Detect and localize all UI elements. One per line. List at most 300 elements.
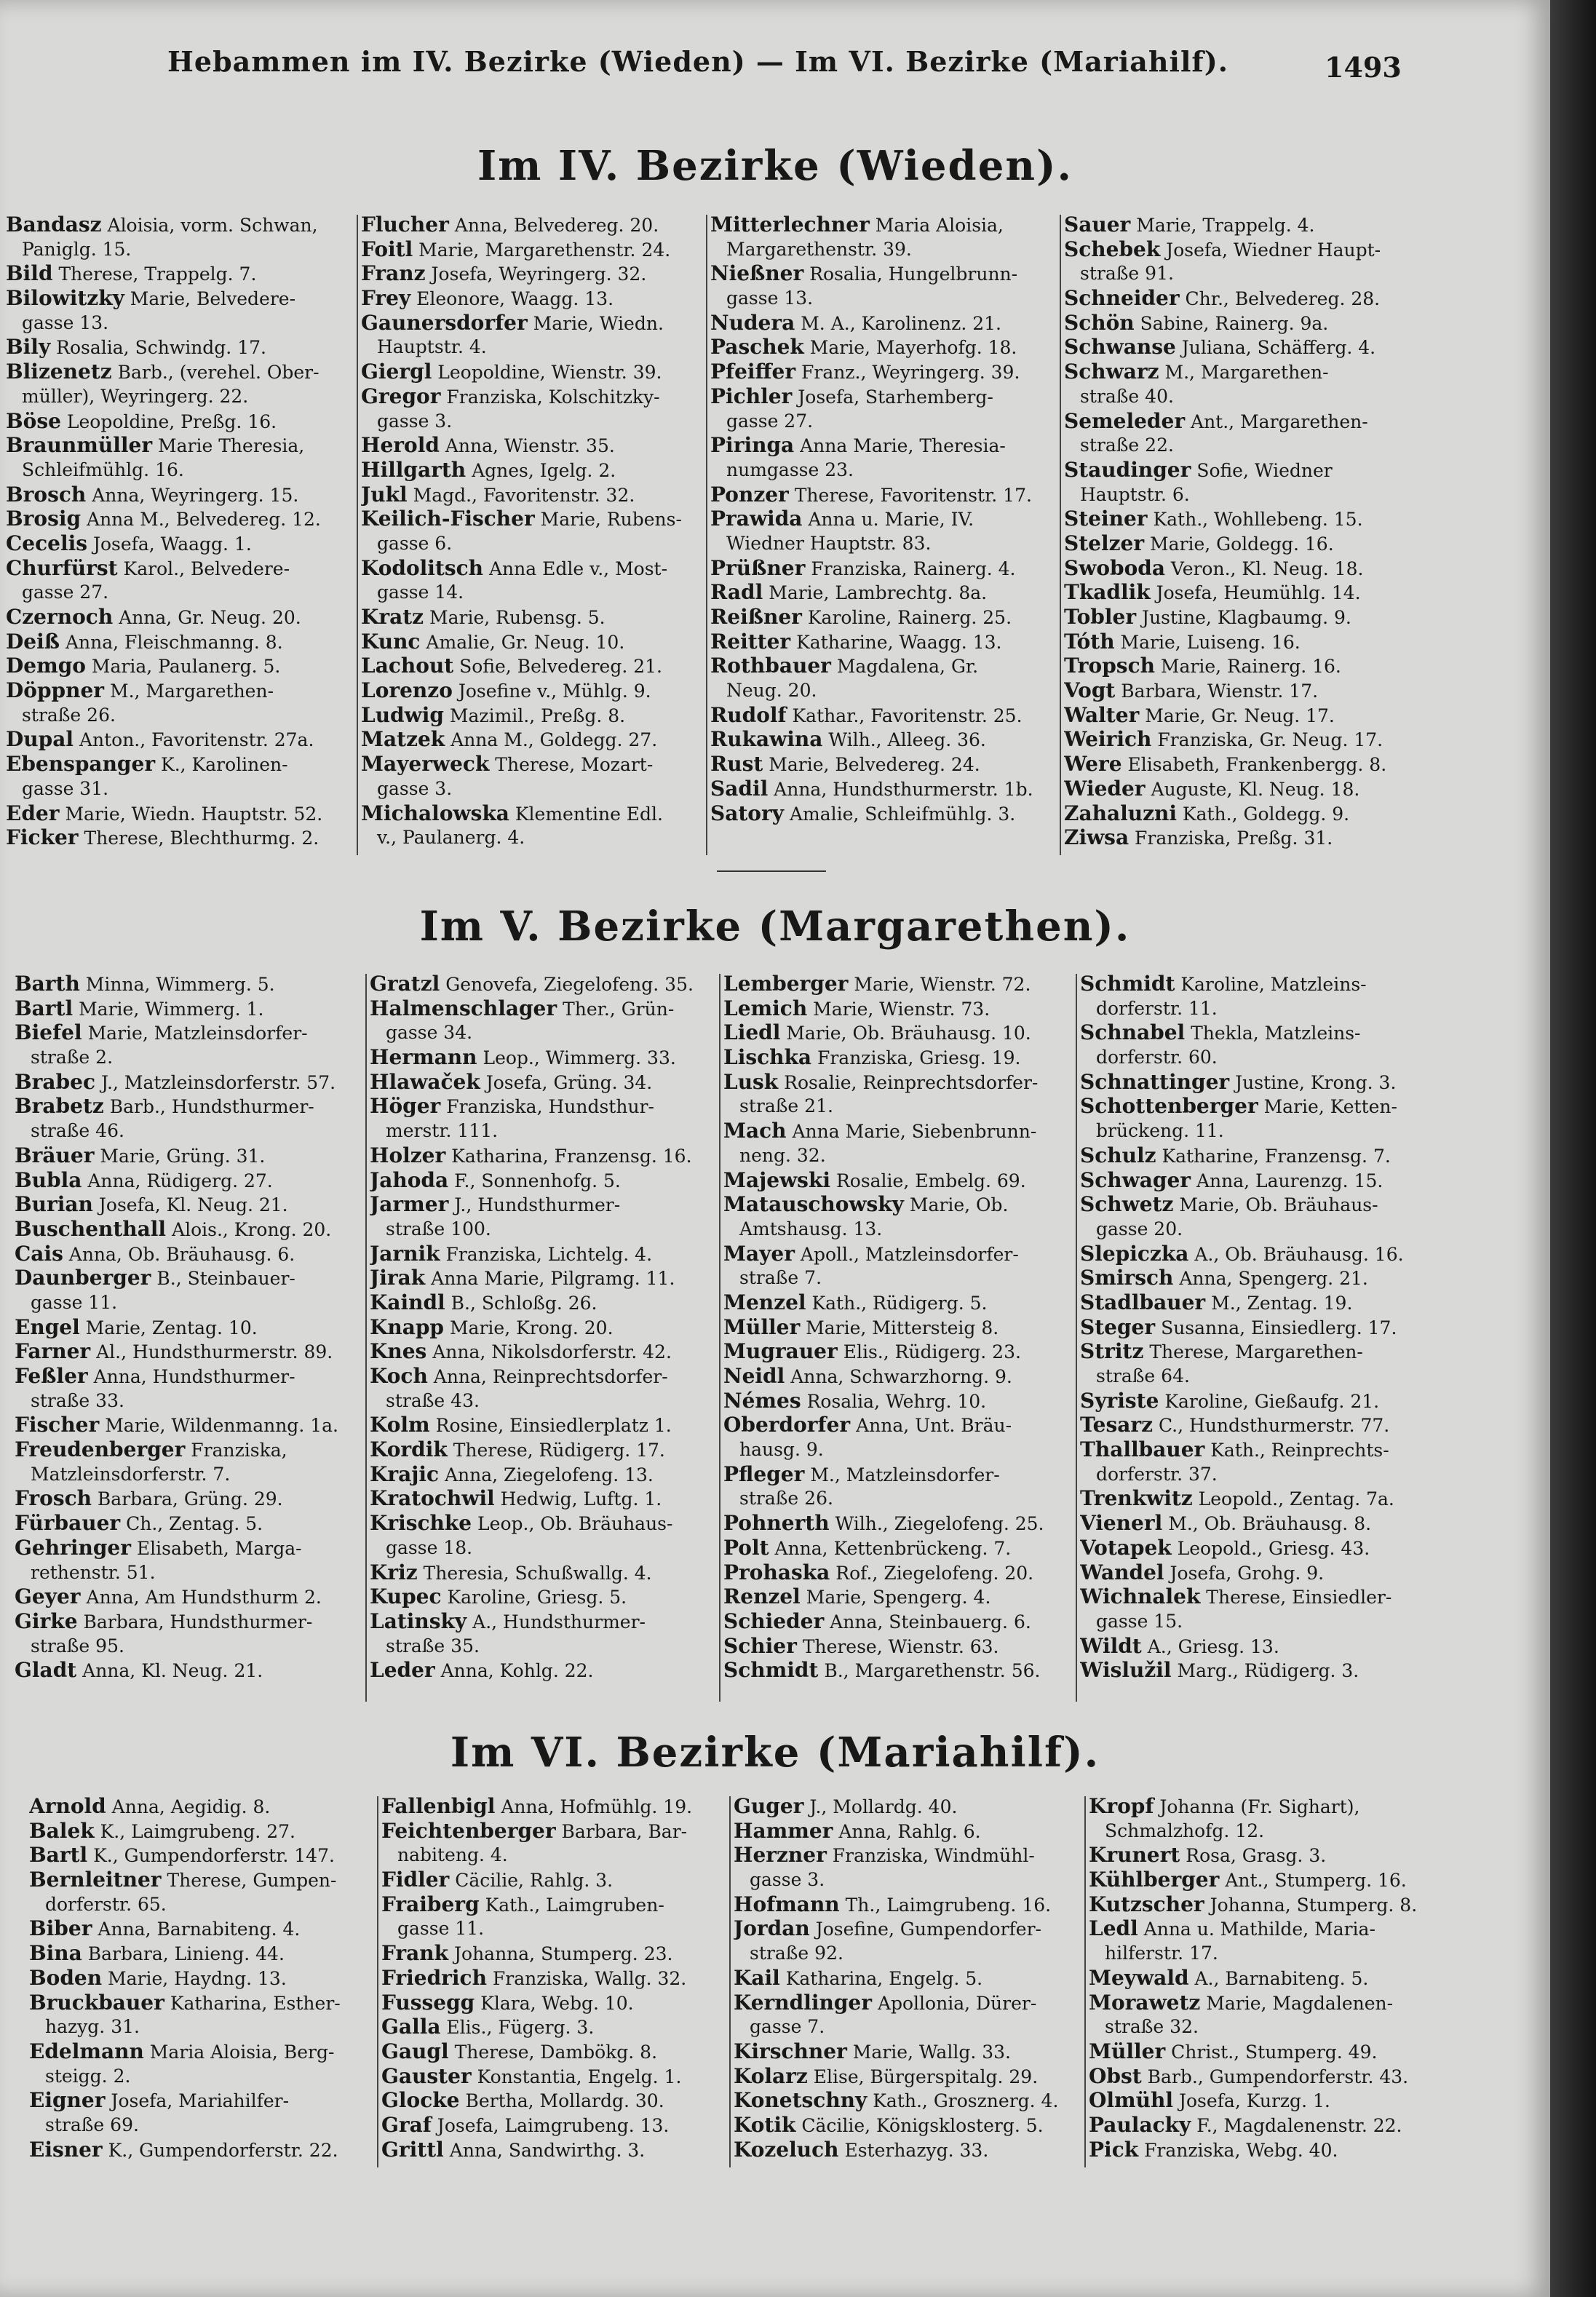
- midwife-name: Brosch: [6, 482, 87, 507]
- directory-entry: [723, 1020, 1073, 1045]
- entry-details: Anna, Kohlg. 22.: [434, 1660, 594, 1682]
- midwife-name: Matauschowsky: [723, 1192, 904, 1217]
- entry-details: Elis., Rüdigerg. 23.: [837, 1341, 1021, 1363]
- entry-details: Anna, Ziegelofeng. 13.: [439, 1464, 654, 1485]
- entry-continuation-text: hazyg. 31.: [45, 2016, 140, 2038]
- entry-details: Barb., (verehel. Ober-: [111, 362, 319, 384]
- entry-details: Anna, Ob. Bräuhausg. 6.: [63, 1243, 295, 1265]
- midwife-name: Walter: [1064, 702, 1140, 727]
- midwife-name: Mayerweck: [361, 752, 490, 777]
- column-separator: [1084, 1796, 1086, 2167]
- midwife-name: Lusk: [723, 1069, 779, 1094]
- directory-entry: [6, 261, 354, 286]
- directory-entry: [15, 1315, 362, 1340]
- entry-details: Marie, Haydng. 13.: [102, 1967, 287, 1989]
- midwife-name: Burian: [15, 1192, 93, 1217]
- entry-details: Chr., Belvedereg. 28.: [1179, 288, 1381, 310]
- entry-details: M., Zentag. 19.: [1205, 1292, 1353, 1314]
- midwife-name: Mayer: [723, 1241, 795, 1266]
- column-3: [723, 972, 1073, 1683]
- directory-entry-continuation: [370, 1020, 716, 1045]
- midwife-name: Leder: [370, 1658, 435, 1683]
- midwife-name: Churfürst: [6, 555, 118, 580]
- midwife-name: Kriz: [370, 1560, 418, 1584]
- midwife-name: Hammer: [734, 1818, 833, 1843]
- directory-entry: [370, 1609, 716, 1634]
- entry-details: Katharine, Franzensg. 7.: [1156, 1145, 1391, 1167]
- entry-continuation-text: straße 91.: [1080, 263, 1174, 285]
- entry-details: Bertha, Mollardg. 30.: [459, 2090, 664, 2112]
- entry-details: C., Hundsthurmerstr. 77.: [1153, 1415, 1390, 1437]
- directory-entry: [370, 1315, 716, 1340]
- entry-details: B., Steinbauer-: [151, 1268, 295, 1290]
- entry-continuation-text: straße 92.: [750, 1943, 843, 1964]
- column-1: [29, 1794, 374, 2162]
- entry-continuation-text: Schleifmühlg. 16.: [22, 459, 184, 480]
- midwife-name: Syriste: [1080, 1388, 1159, 1413]
- entry-details: Maria Aloisia, Berg-: [143, 2041, 335, 2063]
- entry-details: Therese, Gumpen-: [161, 1870, 337, 1892]
- entry-details: Anna, Hundsthurmerstr. 1b.: [768, 778, 1033, 800]
- midwife-name: Brabetz: [15, 1094, 104, 1119]
- entry-details: Apoll., Matzleinsdorfer-: [794, 1243, 1019, 1265]
- directory-entry: [1064, 752, 1399, 777]
- entry-details: Marie, Margarethenstr. 24.: [413, 239, 671, 261]
- column-2: [361, 213, 703, 850]
- midwife-name: Jirak: [370, 1266, 426, 1290]
- directory-entry: [370, 1266, 716, 1290]
- entry-continuation-text: steigg. 2.: [45, 2065, 131, 2087]
- directory-entry: [1064, 605, 1399, 630]
- midwife-name: Radl: [710, 580, 763, 605]
- directory-entry: [361, 237, 703, 262]
- directory-entry-continuation: [29, 2113, 374, 2138]
- entry-details: M., Margarethen-: [104, 681, 274, 702]
- midwife-name: Demgo: [6, 654, 86, 678]
- directory-entry: [6, 409, 354, 434]
- directory-entry: [15, 1536, 362, 1560]
- directory-entry-continuation: [29, 2015, 374, 2039]
- entry-continuation-text: rethenstr. 51.: [31, 1561, 156, 1583]
- directory-entry-continuation: [6, 237, 354, 262]
- entry-details: Elisabeth, Marga-: [130, 1537, 302, 1559]
- entry-continuation-text: Hauptstr. 6.: [1080, 483, 1190, 505]
- midwife-name: Neidl: [723, 1364, 785, 1388]
- directory-entry: [1080, 1486, 1422, 1511]
- directory-entry: [15, 972, 362, 996]
- directory-entry-continuation: [1080, 1364, 1422, 1389]
- entry-details: Anna, Barnabiteng. 4.: [92, 1919, 301, 1940]
- directory-entry-continuation: [710, 458, 1057, 483]
- entry-details: Anna, Fleischmanng. 8.: [60, 631, 283, 653]
- entry-details: Ant., Margarethen-: [1185, 410, 1368, 432]
- directory-entry: [734, 1843, 1081, 1868]
- directory-entry-continuation: [723, 1143, 1073, 1168]
- directory-entry-continuation: [6, 580, 354, 605]
- directory-entry: [1080, 1242, 1422, 1266]
- midwife-name: Jarnik: [370, 1241, 440, 1266]
- midwife-name: Nießner: [710, 261, 804, 286]
- directory-entry: [723, 1584, 1073, 1609]
- directory-entry: [6, 507, 354, 531]
- entry-details: Anna, Laurenzg. 15.: [1191, 1170, 1383, 1191]
- directory-entry-continuation: [370, 1536, 716, 1560]
- directory-entry: [734, 1892, 1081, 1917]
- entry-details: Anna Marie, Theresia-: [794, 435, 1006, 457]
- midwife-name: Frosch: [15, 1486, 92, 1511]
- midwife-name: Schwetz: [1080, 1192, 1174, 1217]
- page-edge-shadow: [1550, 0, 1596, 2297]
- midwife-name: Wieder: [1064, 776, 1146, 801]
- entry-continuation-text: Schmalzhofg. 12.: [1105, 1820, 1265, 1841]
- midwife-name: Tóth: [1064, 629, 1115, 654]
- entry-details: Rosalia, Hungelbrunn-: [803, 263, 1018, 285]
- midwife-name: Höger: [370, 1094, 441, 1119]
- directory-entry: [1089, 1966, 1434, 1991]
- midwife-name: Bina: [29, 1941, 82, 1966]
- directory-entry-continuation: [6, 703, 354, 728]
- midwife-name: Czernoch: [6, 605, 114, 629]
- directory-entry: [370, 1045, 716, 1070]
- midwife-name: Galla: [381, 2015, 441, 2039]
- entry-continuation-text: straße 26.: [739, 1488, 833, 1509]
- entry-details: Franziska, Lichtelg. 4.: [440, 1243, 653, 1265]
- midwife-name: Biefel: [15, 1020, 82, 1045]
- midwife-name: Arnold: [29, 1794, 106, 1818]
- directory-entry: [1089, 2039, 1434, 2064]
- midwife-name: Kerndlinger: [734, 1990, 872, 2015]
- entry-details: Amalie, Schleifmühlg. 3.: [784, 803, 1016, 825]
- entry-details: Josefa, Mariahilfer-: [105, 2090, 290, 2112]
- entry-details: Anna u. Mathilde, Maria-: [1138, 1919, 1375, 1940]
- midwife-name: Frank: [381, 1941, 449, 1966]
- midwife-name: Swoboda: [1064, 555, 1165, 580]
- directory-entry-continuation: [15, 1290, 362, 1315]
- entry-details: Josefine, Gumpendorfer-: [809, 1919, 1042, 1940]
- entry-details: Marie, Spengerg. 4.: [800, 1587, 991, 1608]
- midwife-name: Biber: [29, 1916, 92, 1941]
- directory-entry: [734, 2088, 1081, 2113]
- entry-details: Josefa, Heumühlg. 14.: [1150, 582, 1361, 604]
- directory-entry: [1080, 1584, 1422, 1609]
- directory-entry: [361, 213, 703, 237]
- directory-entry: [710, 335, 1057, 360]
- entry-details: Anna, Wienstr. 35.: [439, 435, 615, 457]
- directory-entry: [29, 1991, 374, 2015]
- running-head: Hebammen im IV. Bezirke (Wieden) — Im VI. Bezirke (Mariahilf).: [167, 45, 1228, 78]
- directory-entry: [723, 1339, 1073, 1364]
- directory-entry-continuation: [15, 1634, 362, 1659]
- entry-details: Kath., Reinprechts-: [1204, 1440, 1389, 1461]
- midwife-name: Smirsch: [1080, 1266, 1174, 1290]
- midwife-name: Edelmann: [29, 2039, 144, 2063]
- midwife-name: Tobler: [1064, 605, 1137, 629]
- entry-details: B., Schloßg. 26.: [445, 1292, 597, 1314]
- directory-entry: [1089, 2138, 1434, 2162]
- midwife-name: Pfleger: [723, 1461, 805, 1486]
- directory-entry: [723, 1413, 1073, 1437]
- entry-details: Marie, Wildenmanng. 1a.: [99, 1415, 338, 1437]
- entry-details: M., Margarethen-: [1159, 362, 1329, 384]
- column-2: [381, 1794, 726, 2162]
- entry-details: Marie, Goldegg. 16.: [1144, 533, 1334, 555]
- midwife-name: Fallenbigl: [381, 1794, 496, 1818]
- midwife-name: Tropsch: [1064, 654, 1155, 678]
- directory-entry-continuation: [723, 1266, 1073, 1290]
- column-separator: [365, 974, 367, 1702]
- directory-entry: [29, 1941, 374, 1966]
- directory-entry-continuation: [381, 1843, 726, 1868]
- midwife-name: Tesarz: [1080, 1413, 1153, 1437]
- midwife-name: Guger: [734, 1794, 804, 1818]
- entry-details: Barbara, Bar-: [555, 1820, 688, 1842]
- district-title-mariahilf: Im VI. Bezirke (Mariahilf).: [450, 1729, 1100, 1777]
- entry-details: Franziska, Griesg. 19.: [811, 1047, 1021, 1069]
- midwife-name: Cais: [15, 1241, 63, 1266]
- entry-details: M. A., Karolinenz. 21.: [795, 312, 1001, 334]
- entry-details: Rosalia, Schwindg. 17.: [50, 337, 266, 359]
- directory-entry: [723, 1364, 1073, 1389]
- directory-entry: [1080, 1168, 1422, 1193]
- directory-entry: [370, 1560, 716, 1585]
- directory-entry-continuation: [361, 777, 703, 801]
- entry-details: Anna u. Marie, IV.: [802, 509, 974, 531]
- directory-entry: [710, 777, 1057, 801]
- entry-details: Barbara, Wienstr. 17.: [1115, 681, 1319, 702]
- directory-entry: [361, 433, 703, 458]
- entry-details: A., Barnabiteng. 5.: [1188, 1967, 1369, 1989]
- entry-details: Marie, Grüng. 31.: [94, 1145, 266, 1167]
- directory-entry: [370, 1437, 716, 1462]
- midwife-name: Ebenspanger: [6, 752, 156, 777]
- midwife-name: Slepiczka: [1080, 1241, 1189, 1266]
- column-separator: [1060, 215, 1061, 855]
- entry-continuation-text: gasse 15.: [1096, 1610, 1183, 1632]
- entry-details: Barbara, Grüng. 29.: [91, 1488, 283, 1510]
- directory-entry: [1064, 678, 1399, 703]
- entry-details: Marie, Krong. 20.: [444, 1317, 614, 1338]
- midwife-name: Pick: [1089, 2137, 1139, 2162]
- midwife-name: Bubla: [15, 1167, 82, 1192]
- entry-details: Therese, Blechthurmg. 2.: [78, 828, 319, 849]
- entry-details: J., Mollardg. 40.: [803, 1796, 958, 1817]
- midwife-name: Schmidt: [1080, 972, 1175, 996]
- midwife-name: Were: [1064, 752, 1122, 777]
- midwife-name: Fussegg: [381, 1990, 475, 2015]
- midwife-name: Müller: [723, 1314, 801, 1339]
- entry-details: Apollonia, Dürer-: [872, 1992, 1037, 2014]
- directory-entry: [370, 1094, 716, 1119]
- entry-continuation-text: gasse 7.: [750, 2016, 825, 2038]
- directory-entry-continuation: [370, 1634, 716, 1659]
- directory-entry: [734, 2138, 1081, 2162]
- directory-entry: [1064, 335, 1399, 360]
- entry-details: A., Hundsthurmer-: [467, 1611, 646, 1633]
- directory-entry: [6, 825, 354, 850]
- midwife-name: Olmühl: [1089, 2088, 1174, 2113]
- entry-details: Josefa, Starhemberg-: [792, 386, 993, 408]
- entry-details: Therese, Einsiedler-: [1200, 1587, 1392, 1608]
- midwife-name: Oberdorfer: [723, 1413, 851, 1437]
- directory-entry: [734, 1991, 1081, 2015]
- directory-entry-continuation: [1080, 1045, 1422, 1070]
- directory-entry: [29, 1843, 374, 1868]
- midwife-name: Schulz: [1080, 1143, 1156, 1167]
- midwife-name: Meywald: [1089, 1965, 1189, 1990]
- directory-entry: [381, 1991, 726, 2015]
- midwife-name: Stadlbauer: [1080, 1290, 1206, 1314]
- midwife-name: Koch: [370, 1364, 428, 1388]
- directory-entry: [381, 1794, 726, 1819]
- midwife-name: Pohnerth: [723, 1511, 830, 1536]
- directory-entry-continuation: [1064, 433, 1399, 458]
- directory-entry: [6, 335, 354, 360]
- midwife-name: Foitl: [361, 237, 413, 261]
- directory-entry: [1089, 2064, 1434, 2089]
- entry-continuation-text: straße 64.: [1096, 1365, 1190, 1386]
- entry-details: Barbara, Linieng. 44.: [82, 1943, 285, 1965]
- midwife-name: Paulacky: [1089, 2112, 1191, 2137]
- directory-entry-continuation: [6, 384, 354, 409]
- directory-entry: [1089, 1892, 1434, 1917]
- entry-details: Katharina, Franzensg. 16.: [445, 1145, 692, 1167]
- midwife-name: Deiß: [6, 629, 60, 654]
- midwife-name: Némes: [723, 1388, 801, 1413]
- directory-entry: [1080, 1658, 1422, 1683]
- midwife-name: Jarmer: [370, 1192, 449, 1217]
- midwife-name: Latinsky: [370, 1608, 467, 1633]
- midwife-name: Schneider: [1064, 286, 1180, 311]
- entry-details: Anna, Schwarzhorng. 9.: [785, 1366, 1012, 1387]
- midwife-name: Pfeiffer: [710, 360, 796, 384]
- directory-entry: [15, 1437, 362, 1462]
- entry-continuation-text: gasse 11.: [397, 1918, 485, 1940]
- directory-entry: [1064, 311, 1399, 336]
- entry-details: Kath., Laimgruben-: [479, 1894, 664, 1916]
- midwife-name: Polt: [723, 1535, 769, 1560]
- midwife-name: Schottenberger: [1080, 1094, 1258, 1119]
- directory-entry: [1064, 556, 1399, 581]
- directory-entry: [15, 1143, 362, 1168]
- entry-details: Katharine, Waagg. 13.: [790, 631, 1002, 653]
- entry-details: Leopoldine, Preßg. 16.: [60, 410, 277, 432]
- directory-entry-continuation: [15, 1389, 362, 1413]
- entry-details: Therese, Mozart-: [489, 754, 654, 776]
- midwife-name: Kratz: [361, 605, 424, 629]
- directory-entry-continuation: [734, 1941, 1081, 1966]
- column-3: [710, 213, 1057, 825]
- directory-entry: [1064, 801, 1399, 826]
- entry-continuation-text: straße 7.: [739, 1267, 822, 1289]
- directory-entry: [1080, 1290, 1422, 1315]
- midwife-name: Ficker: [6, 825, 79, 850]
- directory-entry-continuation: [710, 678, 1057, 703]
- midwife-name: Thallbauer: [1080, 1437, 1205, 1462]
- directory-entry: [370, 1511, 716, 1536]
- directory-entry: [1080, 1389, 1422, 1413]
- midwife-name: Jordan: [734, 1916, 810, 1941]
- midwife-name: Kordik: [370, 1437, 448, 1462]
- entry-continuation-text: gasse 6.: [377, 532, 453, 554]
- midwife-name: Schebek: [1064, 237, 1161, 261]
- directory-entry: [381, 1868, 726, 1892]
- midwife-name: Prohaska: [723, 1560, 830, 1584]
- directory-entry-continuation: [723, 1486, 1073, 1511]
- entry-continuation-text: dorferstr. 11.: [1096, 997, 1218, 1019]
- entry-details: Karoline, Rainerg. 25.: [801, 607, 1012, 628]
- entry-continuation-text: Paniglg. 15.: [22, 238, 132, 260]
- directory-entry: [1064, 458, 1399, 483]
- midwife-name: Vienerl: [1080, 1511, 1163, 1536]
- column-1: [6, 213, 354, 850]
- entry-continuation-text: Margarethenstr. 39.: [726, 238, 912, 260]
- entry-details: Anna M., Goldegg. 27.: [445, 729, 658, 751]
- directory-entry: [6, 605, 354, 630]
- midwife-name: Brabec: [15, 1069, 96, 1094]
- entry-continuation-text: dorferstr. 37.: [1096, 1463, 1218, 1485]
- directory-entry: [710, 507, 1057, 531]
- directory-entry: [6, 727, 354, 752]
- entry-details: A., Griesg. 13.: [1141, 1635, 1279, 1657]
- midwife-name: Girke: [15, 1608, 78, 1633]
- midwife-name: Stelzer: [1064, 531, 1145, 555]
- entry-details: Josefa, Grohg. 9.: [1164, 1562, 1325, 1584]
- directory-entry: [710, 630, 1057, 654]
- entry-details: Marie Theresia,: [152, 435, 305, 457]
- entry-details: Anna Marie, Siebenbrunn-: [786, 1121, 1037, 1143]
- entry-details: Marie, Wallg. 33.: [846, 2041, 1011, 2063]
- column-1: [15, 972, 362, 1683]
- district-title-wieden: Im IV. Bezirke (Wieden).: [477, 142, 1073, 190]
- entry-continuation-text: Neug. 20.: [726, 680, 817, 702]
- midwife-name: Knapp: [370, 1314, 444, 1339]
- entry-continuation-text: gasse 27.: [22, 582, 109, 603]
- entry-continuation-text: gasse 11.: [31, 1291, 118, 1313]
- entry-details: Therese, Rüdigerg. 17.: [447, 1440, 665, 1461]
- directory-entry: [370, 1364, 716, 1389]
- directory-entry: [370, 1192, 716, 1217]
- directory-entry: [381, 2039, 726, 2064]
- directory-entry: [6, 801, 354, 826]
- midwife-name: Weirich: [1064, 727, 1152, 752]
- directory-entry: [6, 556, 354, 581]
- entry-details: Hedwig, Luftg. 1.: [494, 1488, 662, 1510]
- entry-details: Justine, Krong. 3.: [1229, 1071, 1397, 1093]
- directory-entry: [29, 1819, 374, 1844]
- entry-details: Esterhazyg. 33.: [838, 2139, 989, 2161]
- entry-details: B., Margarethenstr. 56.: [818, 1660, 1041, 1682]
- directory-entry: [381, 2064, 726, 2089]
- midwife-name: Staudinger: [1064, 457, 1191, 482]
- midwife-name: Semeleder: [1064, 408, 1186, 433]
- column-2: [370, 972, 716, 1683]
- entry-details: F., Sonnenhofg. 5.: [448, 1170, 621, 1191]
- entry-details: Kathar., Favoritenstr. 25.: [786, 705, 1023, 726]
- entry-continuation-text: straße 95.: [31, 1635, 124, 1657]
- directory-entry: [710, 703, 1057, 728]
- directory-entry: [1080, 1339, 1422, 1364]
- directory-entry: [710, 654, 1057, 678]
- midwife-name: Sadil: [710, 776, 769, 801]
- entry-continuation-text: gasse 13.: [22, 312, 109, 333]
- entry-details: Karoline, Matzleins-: [1175, 974, 1367, 995]
- entry-details: Anna, Reinprechtsdorfer-: [427, 1366, 668, 1387]
- entry-details: Marie, Wienstr. 72.: [848, 974, 1031, 995]
- entry-details: Marie, Matzleinsdorfer-: [82, 1023, 308, 1044]
- entry-details: Katharina, Engelg. 5.: [779, 1967, 983, 1989]
- column-4: [1064, 213, 1399, 850]
- column-separator: [719, 974, 720, 1702]
